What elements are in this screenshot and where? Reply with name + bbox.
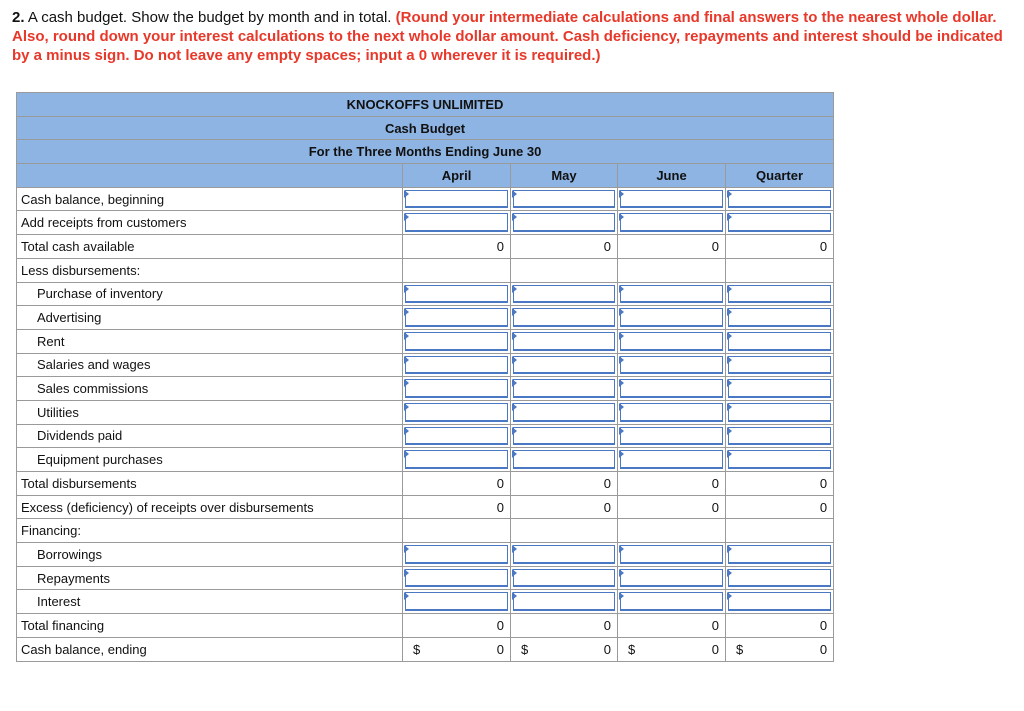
april-value-cell [403, 235, 511, 259]
may-amount-input[interactable] [513, 190, 615, 209]
quarter-value: 0 [819, 499, 828, 515]
table-row [17, 637, 834, 661]
quarter-input-cell [726, 377, 834, 401]
table-row [17, 353, 834, 377]
input-marker-icon [619, 403, 624, 411]
row-label: Sales commissions [17, 377, 403, 401]
input-marker-icon [619, 569, 624, 577]
input-marker-icon [404, 190, 409, 198]
input-marker-icon [512, 379, 517, 387]
input-marker-icon [619, 332, 624, 340]
april-input-cell [403, 377, 511, 401]
quarter-input-cell [726, 590, 834, 614]
table-row [17, 495, 834, 519]
input-marker-icon [619, 450, 624, 458]
june-amount-input[interactable] [620, 403, 723, 422]
row-label: Total cash available [17, 235, 403, 259]
quarter-amount-input[interactable] [728, 427, 831, 446]
may-input-cell [511, 282, 618, 306]
june-amount-input[interactable] [620, 308, 723, 327]
may-value: 0 [603, 475, 611, 491]
may-amount-input[interactable] [513, 569, 615, 588]
input-marker-icon [727, 592, 732, 600]
april-amount-input[interactable] [405, 403, 508, 422]
june-input-cell [618, 400, 726, 424]
june-input-cell [618, 187, 726, 211]
quarter-value-cell [726, 495, 834, 519]
june-amount-input[interactable] [620, 569, 723, 588]
input-marker-icon [512, 569, 517, 577]
april-input-cell [403, 329, 511, 353]
input-marker-icon [727, 308, 732, 316]
table-row [17, 543, 834, 567]
quarter-value: 0 [819, 617, 828, 633]
may-value: 0 [603, 641, 611, 657]
input-marker-icon [727, 569, 732, 577]
may-value-cell [511, 614, 618, 638]
question-number: 2. [12, 9, 25, 26]
empty-cell [618, 258, 726, 282]
quarter-amount-input[interactable] [728, 308, 831, 327]
april-input-cell [403, 424, 511, 448]
april-input-cell [403, 400, 511, 424]
quarter-input-cell [726, 282, 834, 306]
june-amount-input[interactable] [620, 427, 723, 446]
quarter-input-cell [726, 329, 834, 353]
may-input-cell [511, 448, 618, 472]
input-marker-icon [404, 213, 409, 221]
may-amount-input[interactable] [513, 427, 615, 446]
input-marker-icon [404, 285, 409, 293]
input-marker-icon [619, 308, 624, 316]
may-input-cell [511, 211, 618, 235]
quarter-value: 0 [819, 475, 828, 491]
april-input-cell [403, 590, 511, 614]
june-input-cell [618, 353, 726, 377]
april-amount-input[interactable] [405, 592, 508, 611]
empty-cell [618, 519, 726, 543]
input-marker-icon [404, 379, 409, 387]
input-marker-icon [404, 592, 409, 600]
april-amount-input[interactable] [405, 427, 508, 446]
company-name: KNOCKOFFS UNLIMITED [17, 93, 834, 117]
row-label: Equipment purchases [17, 448, 403, 472]
june-value: 0 [711, 641, 719, 657]
june-value-cell [618, 472, 726, 496]
may-value: 0 [603, 617, 611, 633]
input-marker-icon [619, 356, 624, 364]
row-label: Repayments [17, 566, 403, 590]
input-marker-icon [404, 308, 409, 316]
may-amount-input[interactable] [513, 545, 615, 564]
question-instructions: (Round your intermediate calculations and final answers to the nearest whole dollar. Also, round down your interest calculations to the next whole dollar amount. Cash deficiency, repayments and interest should be indicated by a minus sign. Do not leave any empty spaces; input a 0 wherever it is required.) [12, 9, 1003, 64]
may-input-cell [511, 400, 618, 424]
quarter-input-cell [726, 211, 834, 235]
quarter-amount-input[interactable] [728, 569, 831, 588]
row-label: Cash balance, ending [17, 637, 403, 661]
input-marker-icon [727, 332, 732, 340]
april-input-cell [403, 566, 511, 590]
input-marker-icon [727, 190, 732, 198]
quarter-value-cell [726, 472, 834, 496]
input-marker-icon [404, 450, 409, 458]
column-header-may: May [511, 164, 618, 188]
june-value-cell [618, 614, 726, 638]
input-marker-icon [512, 332, 517, 340]
column-header-quarter: Quarter [726, 164, 834, 188]
row-label: Total disbursements [17, 472, 403, 496]
april-amount-input[interactable] [405, 379, 508, 398]
table-row [17, 187, 834, 211]
input-marker-icon [727, 545, 732, 553]
may-amount-input[interactable] [513, 450, 615, 469]
april-amount-input[interactable] [405, 356, 508, 375]
row-label: Financing: [17, 519, 403, 543]
june-input-cell [618, 282, 726, 306]
input-marker-icon [404, 356, 409, 364]
june-input-cell [618, 566, 726, 590]
statement-title: Cash Budget [17, 116, 834, 140]
april-input-cell [403, 187, 511, 211]
june-amount-input[interactable] [620, 332, 723, 351]
row-label: Add receipts from customers [17, 211, 403, 235]
june-amount-input[interactable] [620, 213, 723, 232]
june-value: 0 [711, 617, 719, 633]
input-marker-icon [512, 592, 517, 600]
may-input-cell [511, 566, 618, 590]
may-input-cell [511, 353, 618, 377]
april-input-cell [403, 543, 511, 567]
empty-cell [511, 519, 618, 543]
column-header-blank [17, 164, 403, 188]
input-marker-icon [727, 427, 732, 435]
currency-symbol: $ [521, 641, 529, 657]
quarter-input-cell [726, 424, 834, 448]
input-marker-icon [619, 545, 624, 553]
june-amount-input[interactable] [620, 450, 723, 469]
april-amount-input[interactable] [405, 569, 508, 588]
quarter-amount-input[interactable] [728, 545, 831, 564]
june-input-cell [618, 543, 726, 567]
april-input-cell [403, 282, 511, 306]
april-value: 0 [496, 499, 504, 515]
april-input-cell [403, 353, 511, 377]
input-marker-icon [512, 213, 517, 221]
june-value: 0 [711, 499, 719, 515]
quarter-input-cell [726, 566, 834, 590]
june-value-cell [618, 495, 726, 519]
june-input-cell [618, 306, 726, 330]
june-value-cell [618, 637, 726, 661]
april-value-cell [403, 495, 511, 519]
input-marker-icon [404, 403, 409, 411]
april-value-cell [403, 637, 511, 661]
quarter-value: 0 [819, 641, 828, 657]
table-row [17, 282, 834, 306]
may-value-cell [511, 235, 618, 259]
row-label: Interest [17, 590, 403, 614]
quarter-value: 0 [819, 238, 828, 254]
quarter-amount-input[interactable] [728, 356, 831, 375]
empty-cell [726, 258, 834, 282]
quarter-amount-input[interactable] [728, 285, 831, 304]
may-value: 0 [603, 238, 611, 254]
table-row [17, 448, 834, 472]
input-marker-icon [512, 427, 517, 435]
april-value-cell [403, 614, 511, 638]
may-amount-input[interactable] [513, 213, 615, 232]
june-input-cell [618, 590, 726, 614]
april-amount-input[interactable] [405, 308, 508, 327]
may-amount-input[interactable] [513, 308, 615, 327]
quarter-value-cell [726, 614, 834, 638]
input-marker-icon [512, 450, 517, 458]
april-amount-input[interactable] [405, 213, 508, 232]
quarter-amount-input[interactable] [728, 450, 831, 469]
june-input-cell [618, 211, 726, 235]
may-input-cell [511, 377, 618, 401]
april-amount-input[interactable] [405, 190, 508, 209]
quarter-amount-input[interactable] [728, 403, 831, 422]
june-amount-input[interactable] [620, 592, 723, 611]
input-marker-icon [727, 450, 732, 458]
april-input-cell [403, 306, 511, 330]
june-amount-input[interactable] [620, 545, 723, 564]
may-amount-input[interactable] [513, 285, 615, 304]
input-marker-icon [512, 545, 517, 553]
input-marker-icon [619, 427, 624, 435]
table-row [17, 377, 834, 401]
quarter-input-cell [726, 306, 834, 330]
quarter-amount-input[interactable] [728, 332, 831, 351]
row-label: Dividends paid [17, 424, 403, 448]
row-label: Excess (deficiency) of receipts over disbursements [17, 495, 403, 519]
currency-symbol: $ [628, 641, 636, 657]
input-marker-icon [619, 285, 624, 293]
input-marker-icon [727, 379, 732, 387]
table-row [17, 566, 834, 590]
table-row [17, 519, 834, 543]
april-amount-input[interactable] [405, 450, 508, 469]
april-amount-input[interactable] [405, 285, 508, 304]
june-input-cell [618, 329, 726, 353]
table-row [17, 424, 834, 448]
empty-cell [726, 519, 834, 543]
input-marker-icon [512, 356, 517, 364]
june-value: 0 [711, 475, 719, 491]
row-label: Cash balance, beginning [17, 187, 403, 211]
row-label: Rent [17, 329, 403, 353]
input-marker-icon [619, 190, 624, 198]
table-row [17, 329, 834, 353]
june-value-cell [618, 235, 726, 259]
table-row [17, 235, 834, 259]
april-value: 0 [496, 475, 504, 491]
input-marker-icon [512, 403, 517, 411]
may-amount-input[interactable] [513, 403, 615, 422]
input-marker-icon [404, 332, 409, 340]
quarter-input-cell [726, 400, 834, 424]
empty-cell [403, 519, 511, 543]
input-marker-icon [512, 308, 517, 316]
empty-cell [403, 258, 511, 282]
may-value: 0 [603, 499, 611, 515]
column-header-april: April [403, 164, 511, 188]
may-amount-input[interactable] [513, 332, 615, 351]
input-marker-icon [512, 285, 517, 293]
may-input-cell [511, 543, 618, 567]
quarter-amount-input[interactable] [728, 592, 831, 611]
statement-period: For the Three Months Ending June 30 [17, 140, 834, 164]
row-label: Salaries and wages [17, 353, 403, 377]
quarter-input-cell [726, 353, 834, 377]
june-amount-input[interactable] [620, 190, 723, 209]
quarter-value-cell [726, 637, 834, 661]
june-amount-input[interactable] [620, 285, 723, 304]
input-marker-icon [404, 545, 409, 553]
april-amount-input[interactable] [405, 332, 508, 351]
april-value-cell [403, 472, 511, 496]
input-marker-icon [512, 190, 517, 198]
quarter-amount-input[interactable] [728, 213, 831, 232]
question-text [12, 8, 1008, 65]
quarter-amount-input[interactable] [728, 379, 831, 398]
input-marker-icon [404, 569, 409, 577]
table-row [17, 472, 834, 496]
question-prompt: A cash budget. Show the budget by month and in total. [24, 9, 396, 26]
april-input-cell [403, 211, 511, 235]
empty-cell [511, 258, 618, 282]
may-amount-input[interactable] [513, 356, 615, 375]
may-value-cell [511, 495, 618, 519]
quarter-input-cell [726, 448, 834, 472]
input-marker-icon [727, 356, 732, 364]
input-marker-icon [619, 379, 624, 387]
june-input-cell [618, 377, 726, 401]
may-value-cell [511, 472, 618, 496]
june-amount-input[interactable] [620, 379, 723, 398]
row-label: Less disbursements: [17, 258, 403, 282]
april-value: 0 [496, 617, 504, 633]
cash-budget-table [16, 92, 834, 662]
june-input-cell [618, 448, 726, 472]
may-input-cell [511, 306, 618, 330]
may-input-cell [511, 329, 618, 353]
june-input-cell [618, 424, 726, 448]
april-value: 0 [496, 641, 504, 657]
input-marker-icon [404, 427, 409, 435]
input-marker-icon [727, 403, 732, 411]
april-input-cell [403, 448, 511, 472]
input-marker-icon [727, 213, 732, 221]
row-label: Utilities [17, 400, 403, 424]
june-amount-input[interactable] [620, 356, 723, 375]
quarter-input-cell [726, 187, 834, 211]
table-row [17, 590, 834, 614]
table-row [17, 306, 834, 330]
quarter-input-cell [726, 543, 834, 567]
table-row [17, 614, 834, 638]
may-amount-input[interactable] [513, 379, 615, 398]
may-value-cell [511, 637, 618, 661]
table-row [17, 211, 834, 235]
may-input-cell [511, 187, 618, 211]
row-label: Advertising [17, 306, 403, 330]
input-marker-icon [619, 592, 624, 600]
may-amount-input[interactable] [513, 592, 615, 611]
june-value: 0 [711, 238, 719, 254]
quarter-amount-input[interactable] [728, 190, 831, 209]
row-label: Purchase of inventory [17, 282, 403, 306]
table-row [17, 258, 834, 282]
may-input-cell [511, 424, 618, 448]
currency-symbol: $ [413, 641, 421, 657]
row-label: Borrowings [17, 543, 403, 567]
table-row [17, 400, 834, 424]
april-value: 0 [496, 238, 504, 254]
column-header-june: June [618, 164, 726, 188]
quarter-value-cell [726, 235, 834, 259]
may-input-cell [511, 590, 618, 614]
row-label: Total financing [17, 614, 403, 638]
input-marker-icon [619, 213, 624, 221]
april-amount-input[interactable] [405, 545, 508, 564]
input-marker-icon [727, 285, 732, 293]
currency-symbol: $ [736, 641, 744, 657]
